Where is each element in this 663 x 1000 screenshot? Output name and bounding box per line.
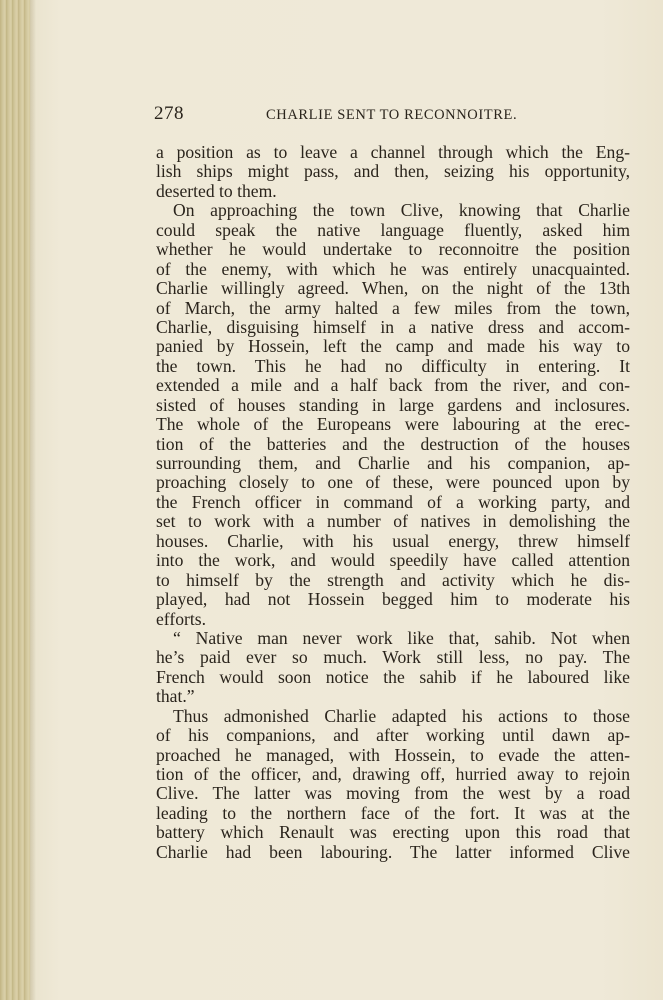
text-line: houses. Charlie, with his usual energy, threw himself	[156, 530, 630, 551]
text-line: proaching closely to one of these, were pounced upon by	[156, 472, 630, 493]
text-line: of the enemy, with which he was entirely unacquainted.	[156, 258, 630, 279]
text-line: could speak the native language fluently, asked him	[156, 219, 630, 240]
text-line: proached he managed, with Hossein, to evade the atten-	[156, 744, 630, 765]
text-line: deserted to them.	[156, 180, 277, 201]
text-line: that.”	[156, 686, 195, 707]
text-line: Charlie had been labouring. The latter informed Clive	[156, 841, 630, 862]
text-line: French would soon notice the sahib if he laboured like	[156, 666, 630, 687]
text-line: the town. This he had no difficulty in entering. It	[156, 355, 630, 376]
page-header	[154, 103, 534, 131]
text-line: of March, the army halted a few miles from the town,	[156, 297, 630, 318]
text-line: to himself by the strength and activity which he dis-	[156, 569, 630, 590]
running-title: CHARLIE SENT TO RECONNOITRE.	[266, 107, 518, 123]
text-line: surrounding them, and Charlie and his companion, ap-	[156, 453, 630, 473]
text-line: panied by Hossein, left the camp and made his way to	[156, 336, 630, 357]
text-line: Charlie willingly agreed. When, on the night of the 13th	[156, 278, 630, 299]
text-line: On approaching the town Clive, knowing that Charlie	[173, 200, 630, 221]
text-line: “ Native man never work like that, sahib. Not when	[173, 627, 630, 648]
text-line: lish ships might pass, and then, seizing his opportunity,	[156, 161, 630, 182]
text-line: leading to the northern face of the fort. It was at the	[156, 802, 630, 823]
text-line: tion of the batteries and the destruction of the houses	[156, 433, 630, 454]
text-line: battery which Renault was erecting upon this road that	[156, 822, 630, 843]
text-line: extended a mile and a half back from the river, and con-	[156, 375, 630, 396]
text-line: The whole of the Europeans were labouring at the erec-	[156, 414, 630, 435]
text-line: into the work, and would speedily have called attention	[156, 550, 630, 571]
body-text	[156, 143, 630, 862]
text-line: tion of the officer, and, drawing off, hurried away to rejoin	[156, 764, 630, 784]
text-line: of his companions, and after working until dawn ap-	[156, 725, 630, 746]
text-line: set to work with a number of natives in demolishing the	[156, 511, 630, 532]
page-number: 278	[154, 103, 184, 124]
text-line: Thus admonished Charlie adapted his actions to those	[173, 705, 630, 726]
text-line: he’s paid ever so much. Work still less, no pay. The	[156, 647, 630, 668]
book-binding-edge	[0, 0, 30, 1000]
text-line: played, had not Hossein begged him to moderate his	[156, 589, 630, 610]
text-line: Clive. The latter was moving from the west by a road	[156, 783, 630, 804]
text-line: a position as to leave a channel through which the Eng-	[156, 142, 630, 162]
text-line: the French officer in command of a working party, and	[156, 491, 630, 512]
text-line: whether he would undertake to reconnoitre the position	[156, 239, 630, 260]
text-line: sisted of houses standing in large gardens and inclosures.	[156, 394, 630, 415]
text-line: efforts.	[156, 608, 206, 629]
text-line: Charlie, disguising himself in a native dress and accom-	[156, 316, 630, 337]
